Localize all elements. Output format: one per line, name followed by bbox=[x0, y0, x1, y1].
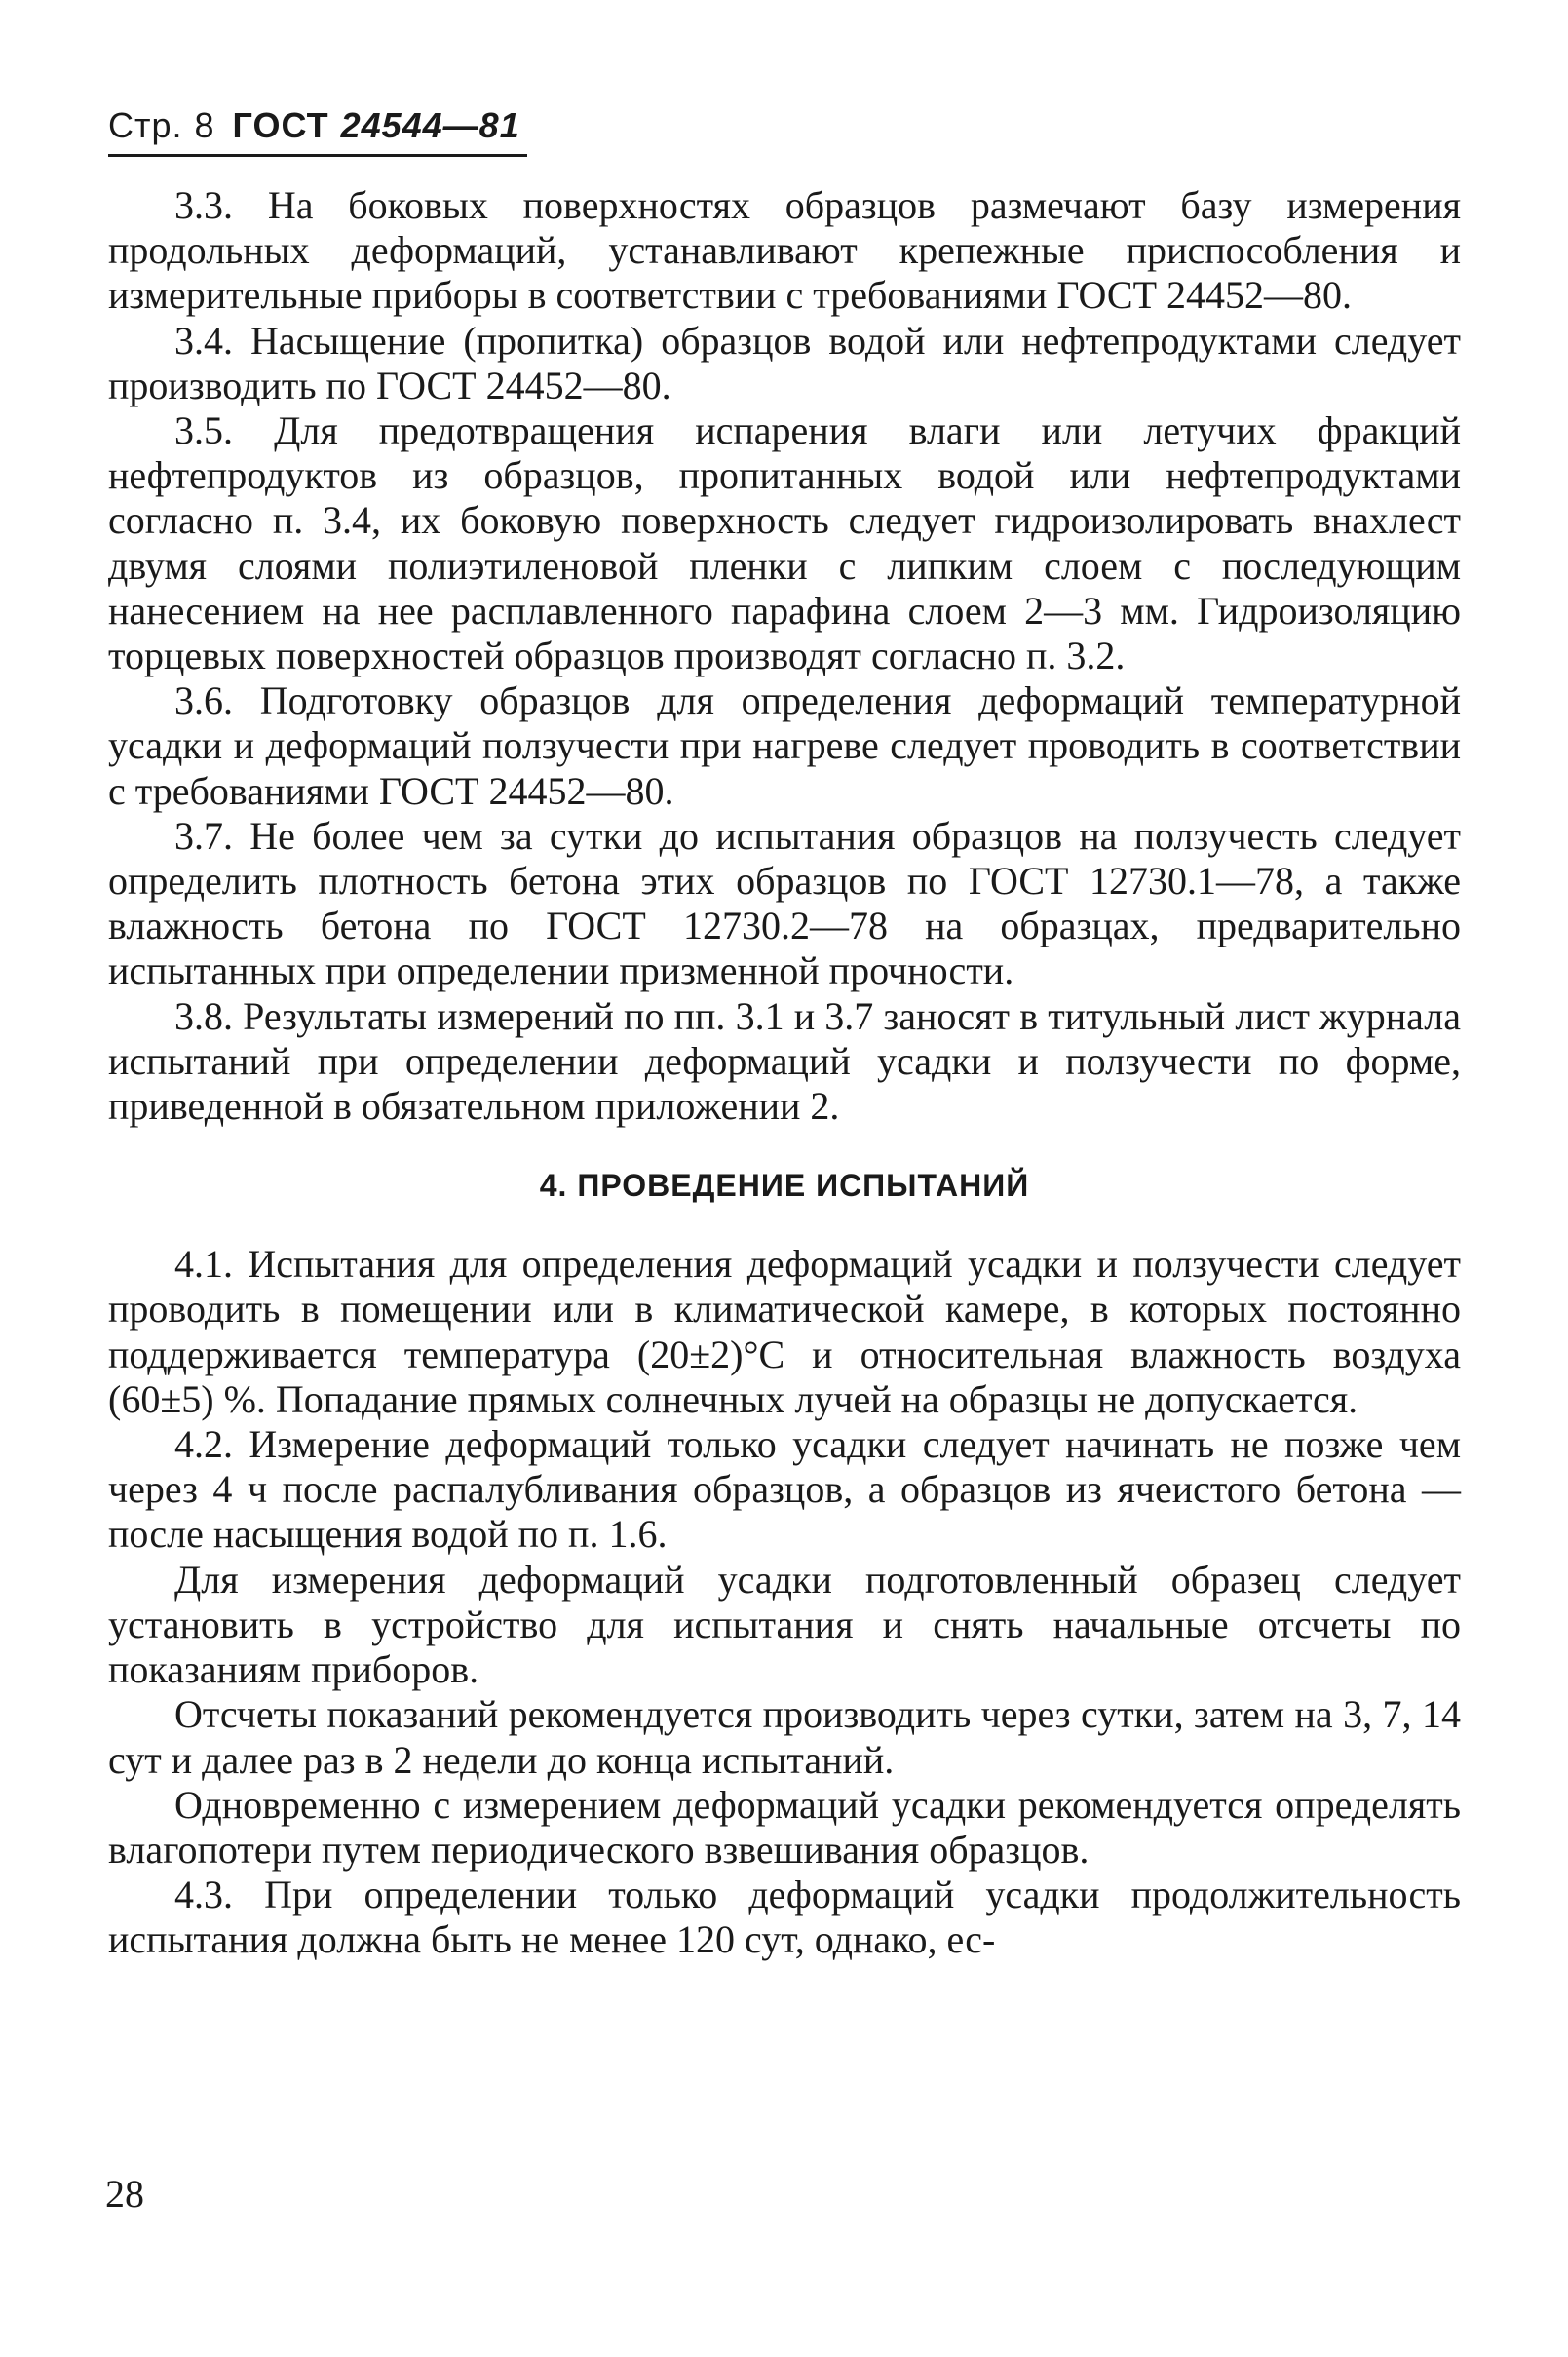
standard-number: 24544—81 bbox=[340, 105, 520, 145]
paragraph-3-4: 3.4. Насыщение (пропитка) образцов водой или нефтепродуктами следует производить по ГОСТ 24452—80. bbox=[108, 318, 1461, 407]
paragraph-3-3: 3.3. На боковых поверхностях образцов размечают базу измерения продольных деформаций, устанавливают крепежные приспособления и измерительные приборы в соответствии с требованиями ГОСТ 24452—80. bbox=[108, 183, 1461, 318]
paragraph-3-6: 3.6. Подготовку образцов для определения деформаций температурной усадки и деформаций ползучести при нагреве следует проводить в соответствии с требованиями ГОСТ 24452—80. bbox=[108, 678, 1461, 813]
page-number: 28 bbox=[105, 2172, 144, 2216]
paragraph-4-1: 4.1. Испытания для определения деформаций усадки и ползучести следует проводить в помещении или в климатической камере, в которых постоянно поддерживается температура (20±2)°С и относительная влажность воздуха (60±5) %. Попадание прямых солнечных лучей на образцы не допускается. bbox=[108, 1242, 1461, 1421]
paragraph-3-8: 3.8. Результаты измерений по пп. 3.1 и 3.7 заносят в титульный лист журнала испытаний при определении деформаций усадки и ползучести по форме, приведенной в обязательном приложении 2. bbox=[108, 993, 1461, 1129]
paragraph-3-5: 3.5. Для предотвращения испарения влаги или летучих фракций нефтепродуктов из образцов, пропитанных водой или нефтепродуктами согласно п. 3.4, их боковую поверхность следует гидроизолировать внахлест двумя слоями полиэтиленовой пленки с липким слоем с последующим нанесением на нее расплавленного парафина слоем 2—3 мм. Гидроизоляцию торцевых поверхностей образцов производят согласно п. 3.2. bbox=[108, 408, 1461, 678]
paragraph-4-3: 4.3. При определении только деформаций усадки продолжительность испытания должна быть не менее 120 сут, однако, ес- bbox=[108, 1873, 1461, 1962]
running-header bbox=[108, 105, 520, 146]
body-text bbox=[108, 183, 1461, 1963]
standard-name: ГОСТ bbox=[232, 105, 329, 145]
paragraph-readings: Отсчеты показаний рекомендуется производить через сутки, затем на 3, 7, 14 сут и далее раз в 2 недели до конца испытаний. bbox=[108, 1692, 1461, 1782]
paragraph-moisture-loss: Одновременно с измерением деформаций усадки рекомендуется определять влагопотери путем периодического взвешивания образцов. bbox=[108, 1782, 1461, 1872]
page-label: Стр. bbox=[108, 105, 183, 145]
header-page-number: 8 bbox=[194, 105, 215, 145]
paragraph-3-7: 3.7. Не более чем за сутки до испытания образцов на ползучесть следует определить плотность бетона этих образцов по ГОСТ 12730.1—78, а также влажность бетона по ГОСТ 12730.2—78 на образцах, предварительно испытанных при определении призменной прочности. bbox=[108, 813, 1461, 993]
paragraph-4-2: 4.2. Измерение деформаций только усадки следует начинать не позже чем через 4 ч после распалубливания образцов, а образцов из ячеистого бетона — после насыщения водой по п. 1.6. bbox=[108, 1422, 1461, 1557]
header-rule bbox=[108, 154, 527, 157]
paragraph-shrinkage-setup: Для измерения деформаций усадки подготовленный образец следует установить в устройство для испытания и снять начальные отсчеты по показаниям приборов. bbox=[108, 1557, 1461, 1692]
section-heading: 4. ПРОВЕДЕНИЕ ИСПЫТАНИЙ bbox=[539, 1168, 1030, 1204]
